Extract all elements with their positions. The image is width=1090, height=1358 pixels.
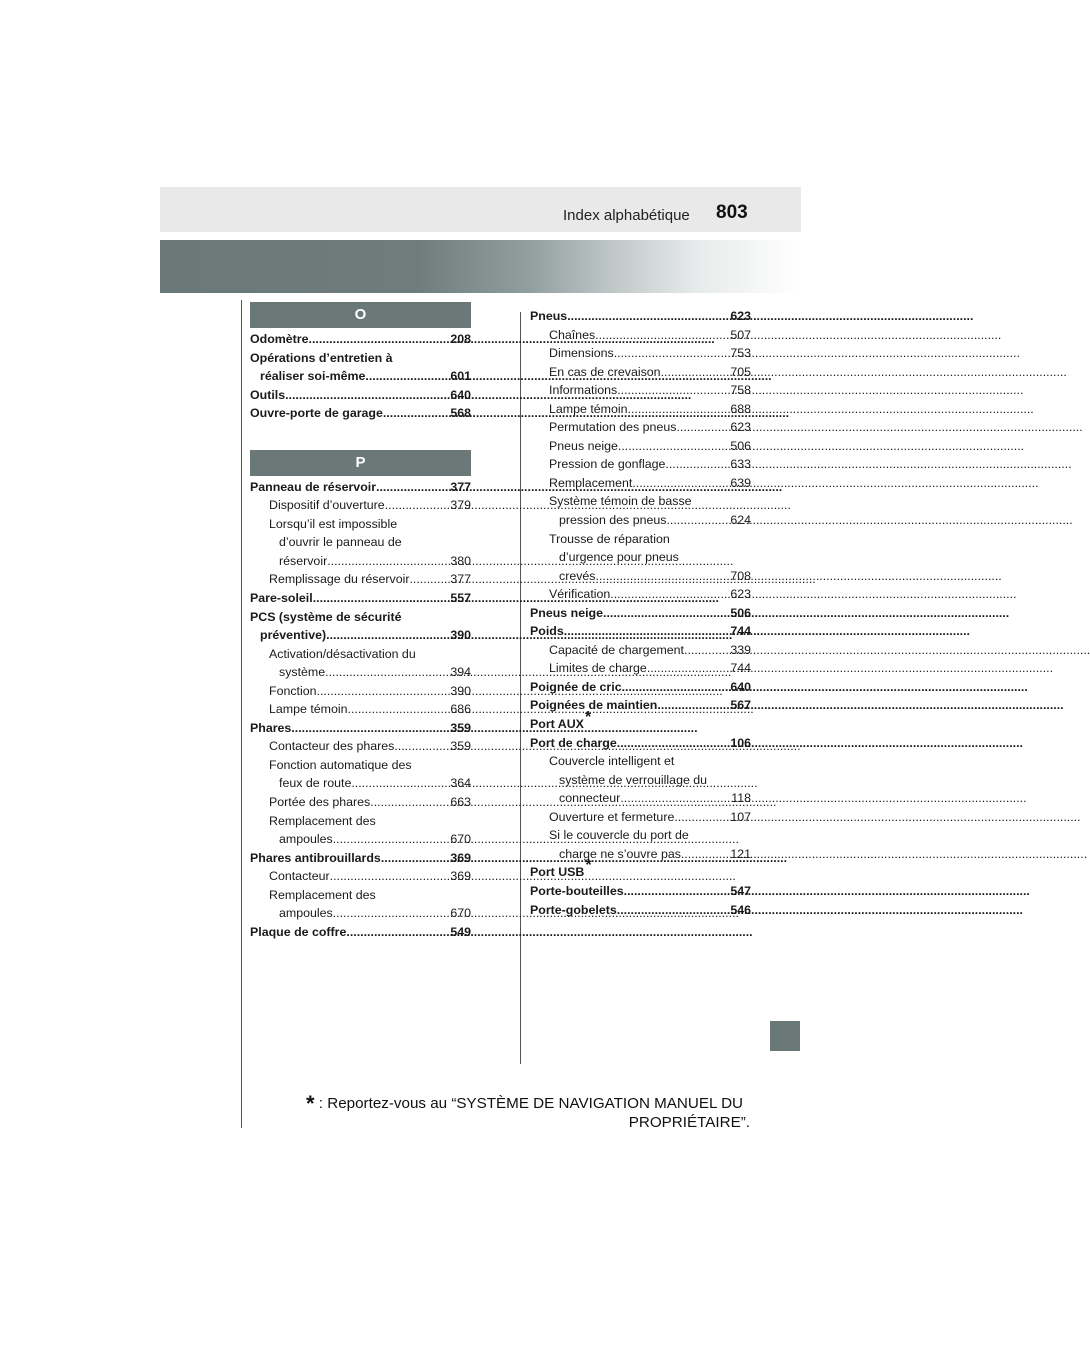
dot-leader	[622, 678, 731, 697]
index-entry	[530, 307, 751, 326]
entry-label: Pneus	[530, 309, 568, 323]
dot-leader	[665, 455, 730, 474]
header-band	[160, 187, 801, 232]
footnote-text-1: : Reportez-vous au “SYSTÈME DE NAVIGATION MANUEL DU	[318, 1095, 744, 1112]
entry-page-number: 744	[730, 661, 751, 676]
dot-leader	[394, 737, 450, 756]
dot-leader	[657, 696, 730, 715]
entry-page-number: 364	[450, 776, 471, 791]
entry-label: Port USB	[530, 865, 585, 880]
entry-label: d’urgence pour pneus	[559, 550, 679, 565]
entry-page-number: 670	[450, 906, 471, 921]
index-entry	[250, 367, 471, 386]
index-entry	[250, 349, 471, 368]
index-entry	[250, 386, 471, 405]
entry-label: Activation/désactivation du	[269, 646, 416, 661]
footnote-marker: *	[585, 857, 592, 875]
entry-page-number: 623	[730, 587, 751, 602]
decorative-gradient-band	[160, 240, 801, 293]
dot-leader	[326, 626, 450, 645]
entry-label: Pneus neige	[530, 605, 603, 620]
entry-label: Informations	[549, 383, 618, 398]
entry-label: Phares antibrouillards	[250, 850, 381, 865]
dot-leader	[409, 570, 450, 589]
entry-label: Fonction automatique des	[269, 757, 412, 772]
index-entry	[530, 326, 751, 345]
entry-label: Pression de gonflage	[549, 457, 666, 472]
index-entry	[530, 808, 751, 827]
entry-label: Panneau de réservoir	[250, 479, 377, 494]
entry-page-number: 208	[450, 332, 471, 346]
index-entry	[250, 737, 471, 756]
entry-list	[250, 478, 471, 942]
entry-label: Remplissage du réservoir	[269, 572, 410, 587]
dot-leader	[564, 622, 731, 641]
footnote-marker: *	[584, 709, 592, 727]
entry-page-number: 369	[450, 869, 471, 884]
index-entry	[250, 756, 471, 775]
entry-page-number: 753	[730, 346, 751, 361]
entry-label: système de verrouillage du	[559, 772, 708, 787]
dot-leader	[313, 589, 451, 608]
index-column-right	[530, 305, 751, 919]
entry-label: réaliser soi-même	[260, 369, 366, 384]
dot-leader	[595, 326, 730, 345]
entry-page-number: 567	[730, 698, 751, 713]
entry-page-number: 623	[730, 309, 751, 323]
entry-page-number: 640	[730, 679, 751, 694]
index-entry	[530, 845, 751, 864]
entry-label: Contacteur	[269, 869, 330, 884]
entry-label: Poids	[530, 624, 564, 639]
footnote-line-1	[306, 1091, 750, 1116]
entry-label: Port de charge	[530, 735, 617, 750]
entry-page-number: 705	[730, 364, 751, 379]
entry-label: Portée des phares	[269, 795, 371, 810]
entry-page-number: 568	[450, 406, 471, 421]
entry-label: Dispositif d’ouverture	[269, 498, 385, 513]
entry-label: Porte-bouteilles	[530, 883, 624, 898]
dot-leader	[285, 386, 450, 405]
index-entry	[250, 626, 471, 645]
entry-page-number: 377	[450, 572, 471, 587]
entry-label: Chaînes	[549, 327, 596, 342]
dot-leader	[681, 845, 730, 864]
footnote-star: *	[306, 1091, 315, 1116]
index-entry	[250, 404, 471, 423]
index-entry	[530, 882, 751, 901]
letter-section-o	[250, 302, 471, 423]
entry-label: Trousse de réparation	[549, 531, 670, 546]
index-entry	[530, 696, 751, 715]
dot-leader	[365, 367, 450, 386]
index-entry	[250, 515, 471, 534]
entry-label: Pneus neige	[549, 438, 618, 453]
entry-label: pression des pneus	[559, 513, 667, 528]
index-entry	[250, 570, 471, 589]
dot-leader	[325, 663, 450, 682]
index-entry	[250, 608, 471, 627]
index-entry	[530, 678, 751, 697]
dot-leader	[381, 849, 450, 868]
dot-leader	[309, 330, 451, 349]
entry-page-number: 359	[450, 739, 471, 754]
dot-leader	[676, 418, 730, 437]
dot-leader	[346, 923, 450, 942]
dot-leader	[385, 496, 451, 515]
index-entry	[530, 734, 751, 753]
entry-label: Fonction	[269, 683, 317, 698]
entry-label: Ouverture et fermeture	[549, 809, 675, 824]
entry-label: Limites de charge	[549, 661, 647, 676]
index-entry	[530, 437, 751, 456]
entry-page-number: 390	[450, 683, 471, 698]
index-entry	[250, 812, 471, 831]
index-entry	[530, 474, 751, 493]
index-entry	[250, 589, 471, 608]
entry-page-number: 546	[730, 902, 751, 917]
entry-label: PCS (système de sécurité	[250, 609, 402, 624]
entry-label: Lampe témoin	[549, 401, 628, 416]
entry-page-number: 507	[730, 327, 751, 342]
entry-page-number: 106	[730, 735, 751, 750]
entry-page-number: 708	[730, 568, 751, 583]
entry-label: Remplacement des	[269, 813, 376, 828]
entry-label: Porte-gobelets	[530, 902, 617, 917]
index-entry	[250, 830, 471, 849]
entry-label: Poignée de cric	[530, 679, 622, 694]
index-column-left	[250, 302, 471, 941]
dot-leader	[327, 552, 450, 571]
entry-page-number: 107	[730, 809, 751, 824]
dot-leader	[291, 719, 450, 738]
index-entry	[530, 752, 751, 771]
entry-label: Système témoin de basse	[549, 494, 692, 509]
dot-leader	[624, 882, 731, 901]
dot-leader	[632, 474, 730, 493]
letter-section-p	[250, 450, 471, 942]
entry-page-number: 339	[730, 642, 751, 657]
entry-page-number: 377	[450, 479, 471, 494]
index-entry	[250, 774, 471, 793]
index-entry	[530, 901, 751, 920]
entry-label: Capacité de chargement	[549, 642, 685, 657]
dot-leader	[603, 604, 730, 623]
index-entry	[250, 700, 471, 719]
dot-leader	[351, 774, 450, 793]
index-entry	[250, 682, 471, 701]
dot-leader	[333, 830, 451, 849]
entry-page-number: 380	[450, 553, 471, 568]
dot-leader	[317, 682, 451, 701]
entry-label: connecteur	[559, 791, 621, 806]
entry-page-number: 121	[730, 846, 751, 861]
entry-label: En cas de crevaison	[549, 364, 661, 379]
entry-label: ampoules	[279, 906, 333, 921]
entry-list	[250, 330, 471, 423]
dot-leader	[628, 400, 731, 419]
entry-label: Poignées de maintien	[530, 698, 658, 713]
index-entry	[530, 604, 751, 623]
entry-page-number: 118	[731, 791, 751, 806]
entry-page-number: 640	[450, 387, 471, 402]
dot-leader	[647, 659, 731, 678]
entry-label: Phares	[250, 720, 292, 735]
index-entry	[250, 793, 471, 812]
entry-label: Vérification	[549, 587, 611, 602]
entry-page-number: 624	[730, 513, 751, 528]
index-entry	[530, 492, 751, 511]
entry-page-number: 390	[450, 628, 471, 643]
entry-page-number: 394	[450, 665, 471, 680]
index-entry	[530, 418, 751, 437]
index-entry	[530, 344, 751, 363]
dot-leader	[674, 808, 730, 827]
entry-label: réservoir	[279, 553, 328, 568]
index-entry	[250, 330, 471, 349]
index-entry	[530, 530, 751, 549]
index-entry	[530, 363, 751, 382]
dot-leader	[370, 793, 450, 812]
index-entry	[530, 548, 751, 567]
index-entry	[250, 867, 471, 886]
entry-page-number: 379	[450, 498, 471, 513]
section-title: Index alphabétique	[563, 207, 690, 224]
entry-label: Permutation des pneus	[549, 420, 677, 435]
entry-page-number: 557	[450, 591, 471, 606]
dot-leader	[330, 867, 451, 886]
index-entry	[250, 849, 471, 868]
index-entry	[530, 771, 751, 790]
entry-label: Contacteur des phares	[269, 739, 395, 754]
index-entry	[530, 400, 751, 419]
index-entry	[530, 857, 751, 882]
index-entry	[530, 381, 751, 400]
dot-leader	[567, 307, 730, 326]
dot-leader	[620, 789, 731, 808]
entry-list	[530, 307, 751, 919]
entry-label: système	[279, 665, 326, 680]
entry-label: Ouvre-porte de garage	[250, 406, 383, 421]
dot-leader	[333, 904, 451, 923]
entry-label: ampoules	[279, 832, 333, 847]
entry-page-number: 670	[450, 832, 471, 847]
entry-page-number: 688	[730, 401, 751, 416]
entry-label: charge ne s’ouvre pas	[559, 846, 681, 861]
index-entry	[530, 641, 751, 660]
index-entry	[250, 886, 471, 905]
dot-leader	[618, 437, 730, 456]
index-entry	[530, 826, 751, 845]
entry-label: Outils	[250, 387, 286, 402]
entry-label: Si le couvercle du port de	[549, 828, 689, 843]
entry-page-number: 639	[730, 475, 751, 490]
dot-leader	[348, 700, 451, 719]
dot-leader	[617, 381, 730, 400]
index-entry	[530, 622, 751, 641]
entry-label: Pare-soleil	[250, 591, 313, 606]
entry-page-number: 359	[450, 720, 471, 735]
entry-page-number: 758	[730, 383, 751, 398]
index-entry	[530, 659, 751, 678]
entry-page-number: 369	[450, 850, 471, 865]
left-margin-rule	[241, 300, 242, 1128]
entry-page-number: 633	[730, 457, 751, 472]
entry-label: Lorsqu’il est impossible	[269, 516, 398, 531]
index-entry	[250, 663, 471, 682]
index-entry	[250, 645, 471, 664]
index-entry	[530, 455, 751, 474]
index-entry	[250, 904, 471, 923]
entry-page-number: 623	[730, 420, 751, 435]
entry-label: d’ouvrir le panneau de	[279, 535, 402, 550]
letter-header: O	[250, 302, 471, 328]
entry-label: Couvercle intelligent et	[549, 754, 675, 769]
index-entry	[250, 923, 471, 942]
entry-page-number: 601	[450, 369, 471, 384]
dot-leader	[596, 567, 731, 586]
dot-leader	[383, 404, 450, 423]
entry-page-number: 506	[730, 438, 751, 453]
entry-page-number: 506	[730, 605, 751, 620]
dot-leader	[617, 901, 731, 920]
chapter-thumb-tab	[770, 1021, 800, 1051]
entry-page-number: 686	[450, 702, 471, 717]
index-entry	[250, 533, 471, 552]
entry-label: Opérations d’entretien à	[250, 350, 393, 365]
dot-leader	[684, 641, 730, 660]
entry-label: crevés	[559, 568, 596, 583]
dot-leader	[614, 344, 731, 363]
index-entry	[250, 719, 471, 738]
index-entry	[530, 511, 751, 530]
entry-page-number: 744	[730, 624, 751, 639]
page-number: 803	[716, 202, 748, 223]
entry-page-number: 547	[730, 883, 751, 898]
entry-label: Port AUX	[530, 717, 584, 732]
entry-label: préventive)	[260, 628, 327, 643]
index-entry	[530, 585, 751, 604]
entry-label: Plaque de coffre	[250, 924, 347, 939]
index-entry	[530, 789, 751, 808]
dot-leader	[376, 478, 450, 497]
index-entry	[250, 552, 471, 571]
entry-label: Lampe témoin	[269, 702, 348, 717]
index-entry	[250, 496, 471, 515]
dot-leader	[661, 363, 731, 382]
dot-leader	[666, 511, 730, 530]
footnote	[306, 1091, 750, 1132]
entry-label: Dimensions	[549, 346, 614, 361]
index-entry	[530, 567, 751, 586]
entry-label: Remplacement	[549, 475, 633, 490]
entry-label: Remplacement des	[269, 887, 376, 902]
index-entry	[530, 709, 751, 734]
dot-leader	[617, 734, 731, 753]
dot-leader	[610, 585, 730, 604]
entry-page-number: 549	[450, 924, 471, 939]
entry-page-number: 663	[450, 795, 471, 810]
entry-label: Odomètre	[250, 332, 309, 346]
index-entry	[250, 478, 471, 497]
letter-header: P	[250, 450, 471, 476]
entry-label: feux de route	[279, 776, 352, 791]
footnote-line-2: PROPRIÉTAIRE”.	[628, 1114, 750, 1131]
